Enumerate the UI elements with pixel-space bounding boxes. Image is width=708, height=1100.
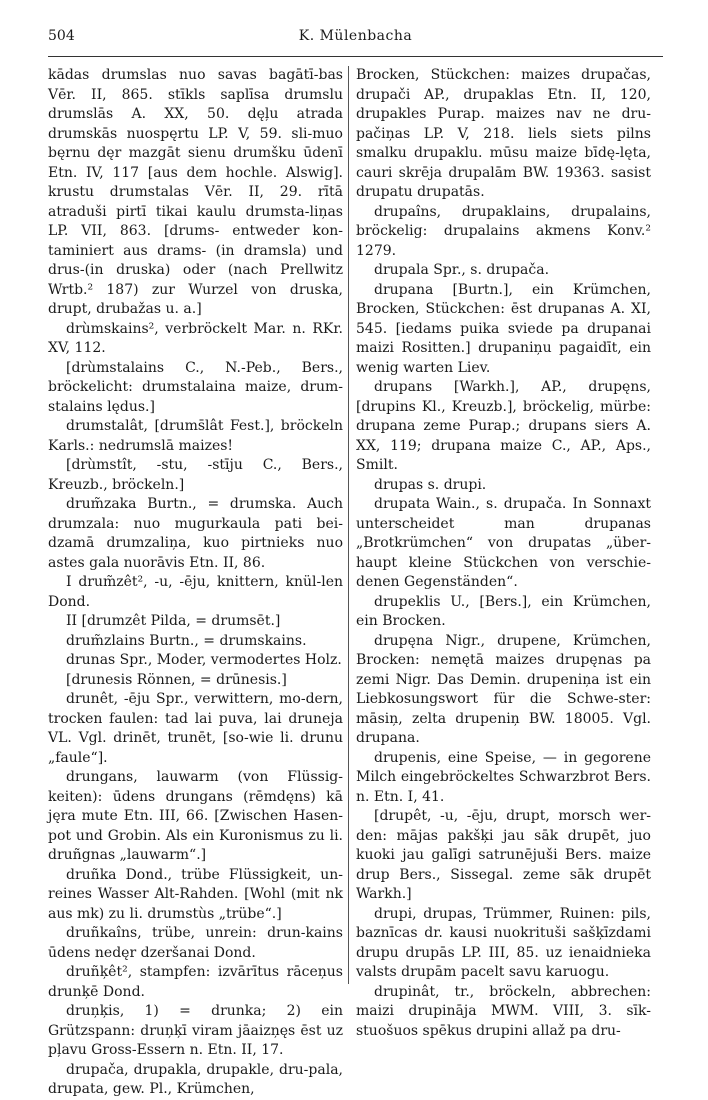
dictionary-entry: [drupêt, -u, -ēju, drupt, morsch wer-den: mājas pakšķi jau sāk drupēt, juo kuoki jau galīgi satrunējuši Bers. maize drup Bers., Sissegal. zeme sāk drupēt Warkh.] bbox=[356, 808, 651, 902]
dictionary-entry: drùmskains², verbröckelt Mar. n. RKr. XV, 112. bbox=[48, 320, 343, 356]
running-head: K. Mülenbacha bbox=[298, 28, 413, 44]
dictionary-entry: drupaîns, drupaklains, drupalains, bröckelig: drupalains akmens Konv.² 1279. bbox=[356, 203, 651, 259]
page-number: 504 bbox=[48, 28, 75, 44]
dictionary-entry: drungans, lauwarm (von Flüssig-keiten): ūdens drungans (rēmdęns) kā jęra mute Etn. III, 66. [Zwischen Hasen-pot und Grobin. Als ein Kuronismus zu li. druñgnas „lauwarm“.] bbox=[48, 769, 343, 863]
column-divider bbox=[348, 66, 349, 984]
right-column bbox=[356, 66, 651, 1041]
dictionary-entry: II [drumzêt Pilda, = drumsēt.] bbox=[66, 613, 281, 629]
dictionary-entry: [drunesis Rönnen, = drūnesis.] bbox=[66, 671, 287, 688]
dictionary-entry: drupinât, tr., bröckeln, abbrechen: maizi drupināja MWM. VIII, 3. sīk-stuošuos spēkus drupini allaž pa dru- bbox=[356, 983, 651, 1039]
dictionary-entry: drupača, drupakla, drupakle, dru-pala, drupata, gew. Pl., Krümchen, bbox=[48, 1061, 343, 1097]
dictionary-entry: [drùmstît, -stu, -stīju C., Bers., Kreuzb., bröckeln.] bbox=[48, 457, 343, 493]
dictionary-entry: drumstalât, [drums̄lât Fest.], bröckeln Karls.: nedrumslā maizes! bbox=[48, 418, 343, 454]
dictionary-entry: drupata Wain., s. drupača. In Sonnaxt unterscheidet man drupanas „Brotkrümchen“ von drupatas „über-haupt kleine Stückchen von verschie-denen Gegenständen“. bbox=[356, 496, 651, 590]
dictionary-entry: drupeklis U., [Bers.], ein Krümchen, ein Brocken. bbox=[356, 593, 651, 629]
dictionary-entry: druñkaîns, trübe, unrein: drun-kains ūdens nedęr dzeršanai Dond. bbox=[48, 925, 343, 961]
dictionary-entry: drupans [Warkh.], AP., drupęns, [drupins Kl., Kreuzb.], bröckelig, mürbe: drupana zeme Purap.; drupans siers A. XX, 119; drupana maize C., AP., Aps., Smilt. bbox=[356, 379, 651, 473]
page-header bbox=[48, 28, 663, 56]
dictionary-entry: drupana [Burtn.], ein Krümchen, Brocken, Stückchen: ēst drupanas A. XI, 545. [iedams puika sviede pa drupanai maizi Rositten.] drupaniņu pagaidīt, ein wenig warten Liev. bbox=[356, 281, 651, 376]
dictionary-entry: drum̃zlains Burtn., = drumskains. bbox=[66, 632, 307, 649]
dictionary-entry: [drùmstalains C., N.-Peb., Bers., bröckelicht: drumstalaina maize, drum-stalains lędus.] bbox=[48, 359, 343, 415]
dictionary-entry: Brocken, Stückchen: maizes drupačas, drupači AP., drupaklas Etn. II, 120, drupakles Purap. maizes nav ne dru-pačiņas LP. V, 218. liels siets pilns smalku drupaklu. mūsu maize bīdę-lęta, cauri skrēja drupalām BW. 19363. sasist drupatu drupatās. bbox=[356, 67, 651, 200]
dictionary-entry: druñķêt², stampfen: izvārītus rāceņus drunķē Dond. bbox=[48, 964, 343, 1000]
dictionary-entry: drupęna Nigr., drupene, Krümchen, Brocken: nemętā maizes drupęnas pa zemi Nigr. Das Demin. drupeniņa ist ein Liebkosungswort für die Schwe-ster: māsiņ, zelta drupeniņ BW. 18005. Vgl. drupana. bbox=[356, 632, 651, 746]
left-column bbox=[48, 66, 343, 1100]
dictionary-entry: drupi, drupas, Trümmer, Ruinen: pils, baznīcas dr. kausi nuokrituši sašķīzdami drupu drupās LP. III, 85. uz ienaidnieka valsts drupām pacelt savu karuogu. bbox=[356, 905, 651, 980]
dictionary-entry: drunêt, -ēju Spr., verwittern, mo-dern, trocken faulen: tad lai puva, lai druneja VL. Vgl. drinēt, trunēt, [so-wie li. drunu „faule“]. bbox=[48, 691, 343, 766]
dictionary-entry: drupala Spr., s. drupača. bbox=[374, 262, 550, 278]
dictionary-entry: drum̃zaka Burtn., = drumska. Auch drumzala: nuo mugurkaula pati bei-dzamā drumzaliņa, kuo pirtnieks nuo astes gala nuorāvis Etn. II, 86. bbox=[48, 496, 343, 571]
header-rule bbox=[48, 56, 663, 57]
dictionary-entry: drunas Spr., Moder, vermodertes Holz. bbox=[66, 652, 342, 668]
dictionary-entry: kādas drumslas nuo savas bagātī-bas Vēr. II, 865. stīkls saplīsa drumslu drumslās A. XX, 50. dęļu atrada drumskās nuospęrtu LP. V, 59. sli-muo bęrnu dęr mazgāt sienu drumšku ūdenī Etn. IV, 117 [aus dem hochle. Alswig]. krustu drumstalas Vēr. II, 29. rītā atraduši pirtī tikai kaulu drumsta-liņas LP. VII, 863. [drums- entweder kon-taminiert aus drams- (in dramsla) und drus-(in druska) oder (nach Prellwitz Wrtb.² 187) zur Wurzel von druska, drupt, drubažas u. a.] bbox=[48, 67, 343, 317]
dictionary-entry: druņķis, 1) = drunka; 2) ein Grützspann: druņķī viram jāaizņęs ēst uz pļavu Gross-Essern n. Etn. II, 17. bbox=[48, 1003, 343, 1058]
dictionary-entry: drupas s. drupi. bbox=[374, 476, 487, 493]
dictionary-entry: drupenis, eine Speise, — in gegorene Milch eingebröckeltes Schwarzbrot Bers. n. Etn. I, 41. bbox=[356, 749, 651, 805]
dictionary-entry: I drum̃zêt², -u, -ēju, knittern, knül-len Dond. bbox=[48, 574, 343, 610]
dictionary-entry: druñka Dond., trübe Flüssigkeit, un-reines Wasser Alt-Rahden. [Wohl (mit nk aus mk) zu li. drumstùs „trübe“.] bbox=[48, 866, 343, 922]
